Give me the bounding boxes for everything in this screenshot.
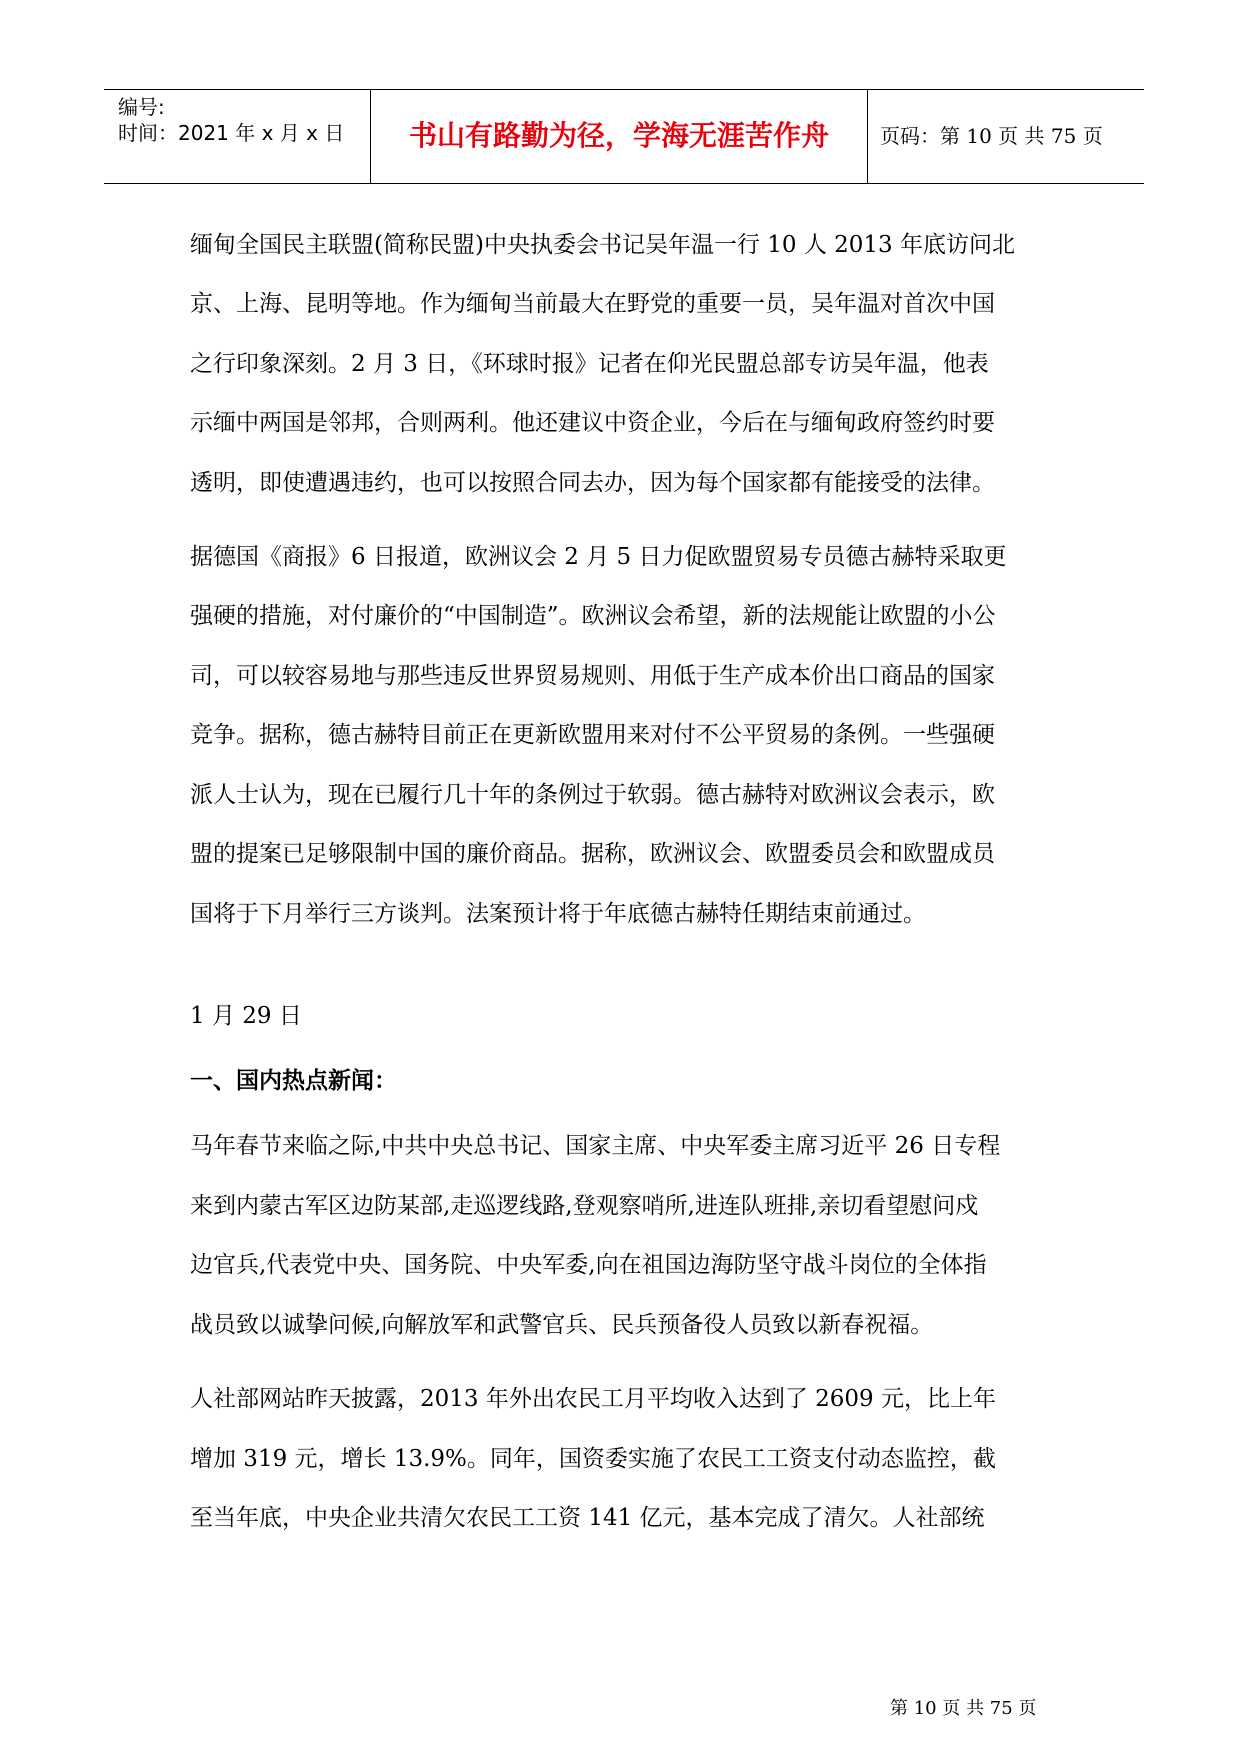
body-line: 马年春节来临之际,中共中央总书记、国家主席、中央军委主席习近平 26 日专程 [190,1133,1001,1159]
body-line: 京、上海、昆明等地。作为缅甸当前最大在野党的重要一员，吴年温对首次中国 [190,291,995,317]
document-number-label: 编号: [118,95,165,119]
page-label-mid: 页 共 [998,124,1045,148]
page-label-prefix: 页码：第 [880,124,960,148]
body-line: 缅甸全国民主联盟(简称民盟)中央执委会书记吴年温一行 10 人 2013 年底访问北 [190,232,1015,258]
body-line: 盟的提案已足够限制中国的廉价商品。据称，欧洲议会、欧盟委员会和欧盟成员 [190,841,995,867]
body-line: 透明，即使遭遇违约，也可以按照合同去办，因为每个国家都有能接受的法律。 [190,470,995,496]
body-line: 边官兵,代表党中央、国务院、中央军委,向在祖国边海防坚守战斗岗位的全体指 [190,1252,987,1278]
body-line: 至当年底，中央企业共清欠农民工工资 141 亿元，基本完成了清欠。人社部统 [190,1505,985,1531]
document-header [104,89,1144,184]
header-info-cell [104,90,370,183]
header-motto-cell [370,90,868,183]
body-line: 司，可以较容易地与那些违反世界贸易规则、用低于生产成本价出口商品的国家 [190,663,995,689]
section-heading: 一、国内热点新闻： [190,1067,397,1094]
date-heading: 1 月 29 日 [190,1003,302,1029]
document-time-label: 时间：2021 年 x 月 x 日 [118,121,345,145]
header-motto: 书山有路勤为径，学海无涯苦作舟 [408,119,829,152]
body-line: 人社部网站昨天披露，2013 年外出农民工月平均收入达到了 2609 元，比上年 [190,1386,996,1412]
header-page-cell [868,90,1144,183]
body-line: 据德国《商报》6 日报道，欧洲议会 2 月 5 日力促欧盟贸易专员德古赫特采取更 [190,544,1007,570]
body-line: 之行印象深刻。2 月 3 日，《环球时报》记者在仰光民盟总部专访吴年温，他表 [190,351,989,377]
page-total: 75 [1050,124,1077,148]
header-page-number [880,123,1103,149]
page-current: 10 [966,124,992,148]
body-line: 来到内蒙古军区边防某部,走巡逻线路,登观察哨所,进连队班排,亲切看望慰问戍 [190,1193,979,1219]
body-line: 增加 319 元，增长 13.9%。同年，国资委实施了农民工工资支付动态监控，截 [190,1446,996,1472]
body-line: 国将于下月举行三方谈判。法案预计将于年底德古赫特任期结束前通过。 [190,901,926,927]
body-line: 竞争。据称，德古赫特目前正在更新欧盟用来对付不公平贸易的条例。一些强硬 [190,722,995,748]
body-line: 示缅中两国是邻邦，合则两利。他还建议中资企业，今后在与缅甸政府签约时要 [190,410,995,436]
body-line: 派人士认为，现在已履行几十年的条例过于软弱。德古赫特对欧洲议会表示，欧 [190,782,995,808]
body-line: 战员致以诚挚问候,向解放军和武警官兵、民兵预备役人员致以新春祝福。 [190,1312,934,1338]
page-footer: 第 10 页 共 75 页 [890,1698,1037,1719]
page-label-suffix: 页 [1082,124,1103,148]
body-line: 强硬的措施，对付廉价的“中国制造”。欧洲议会希望，新的法规能让欧盟的小公 [190,603,996,629]
